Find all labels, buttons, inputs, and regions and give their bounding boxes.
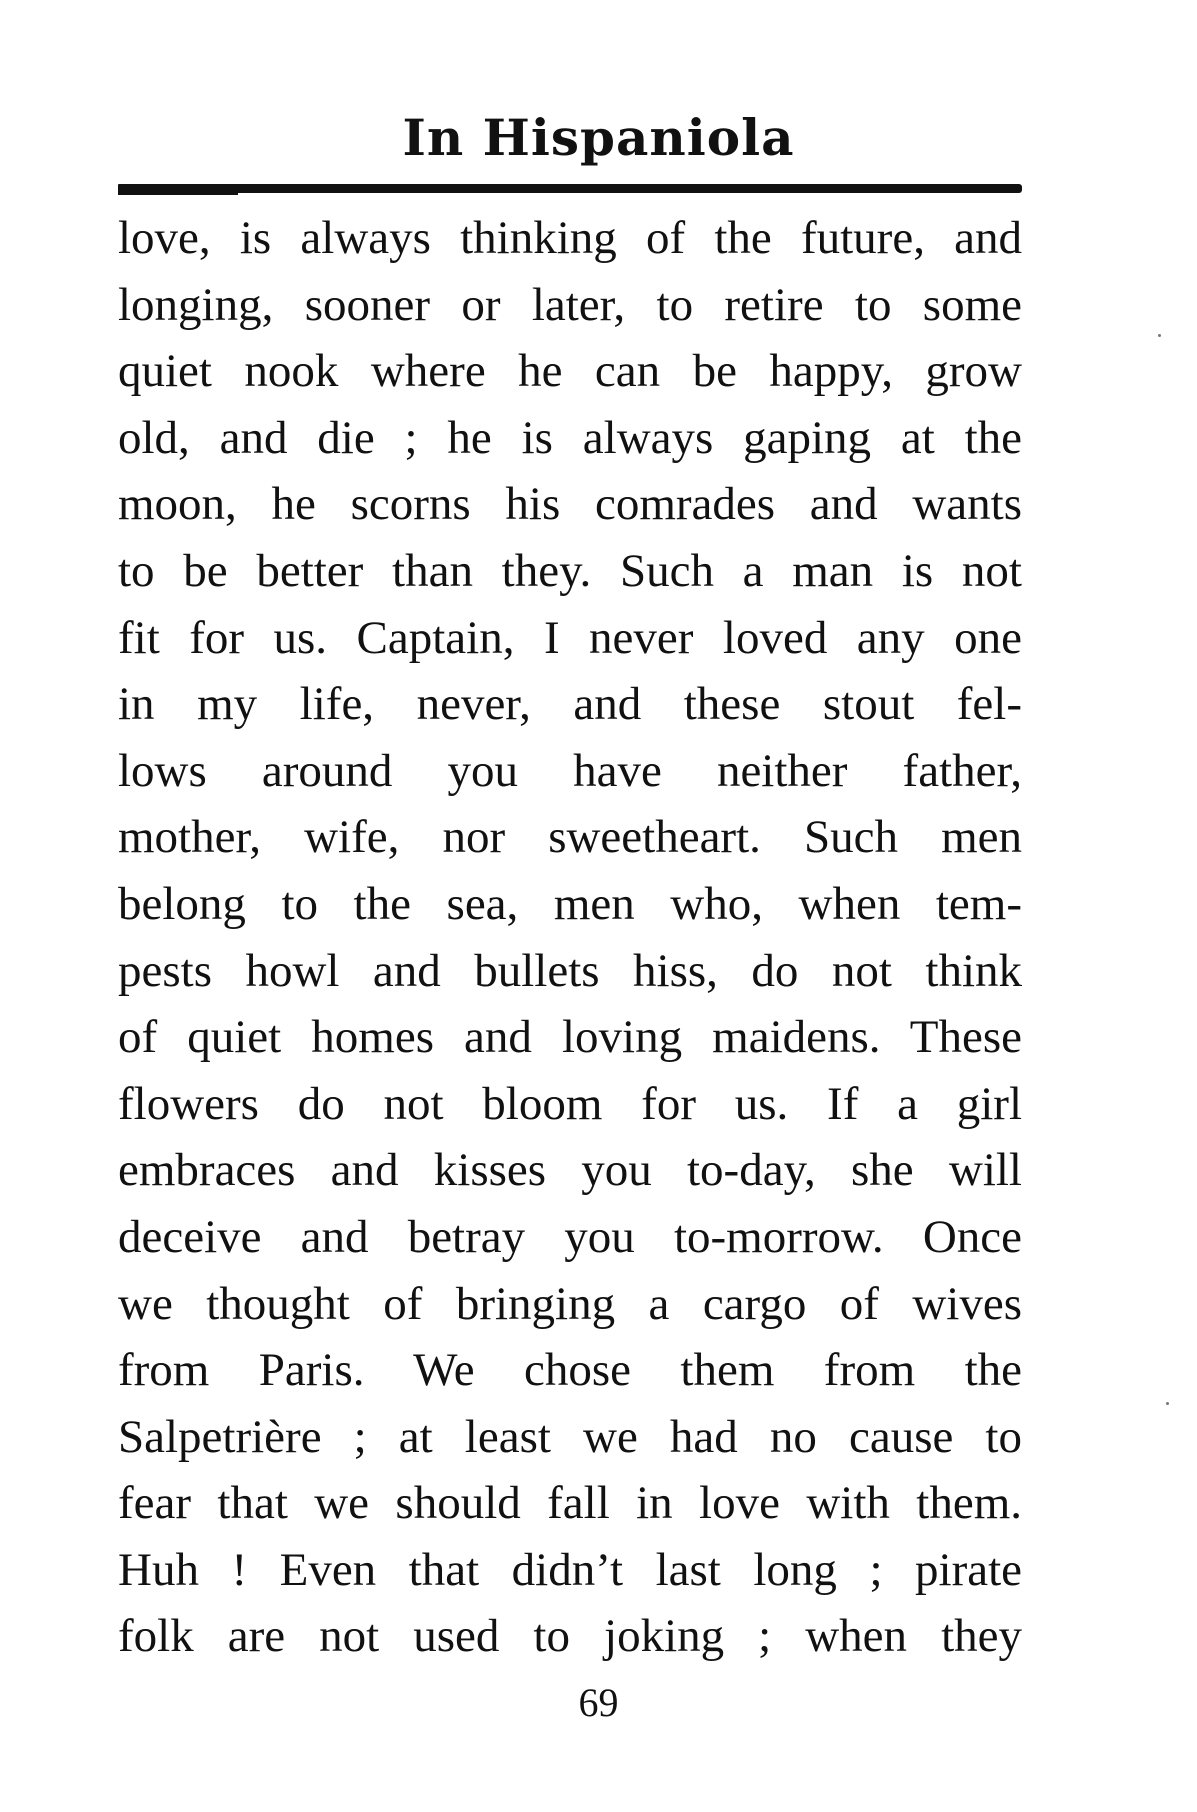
text-line: longing, sooner or later, to retire to some [118, 278, 1022, 331]
header-rule [118, 184, 1022, 193]
paper-speck [1166, 1402, 1169, 1405]
body-text [118, 205, 1022, 1670]
text-line: flowers do not bloom for us. If a girl [118, 1077, 1022, 1130]
text-line: pests howl and bullets hiss, do not think [118, 944, 1022, 997]
text-line: folk are not used to joking ; when they [118, 1610, 1022, 1663]
text-line: from Paris. We chose them from the [118, 1344, 1022, 1397]
text-line: we thought of bringing a cargo of wives [118, 1277, 1022, 1330]
text-line: Salpetrière ; at least we had no cause to [118, 1410, 1022, 1463]
header-rule-taper [118, 190, 238, 195]
running-head-title: In Hispaniola [402, 108, 795, 167]
text-line: deceive and betray you to-morrow. Once [118, 1210, 1022, 1263]
text-line: quiet nook where he can be happy, grow [118, 345, 1022, 398]
text-line: fear that we should fall in love with them. [118, 1477, 1022, 1530]
text-line: love, is always thinking of the future, and [118, 212, 1022, 264]
text-line: mother, wife, nor sweetheart. Such men [118, 811, 1022, 864]
paper-speck [1158, 334, 1161, 337]
text-line: embraces and kisses you to-day, she will [118, 1144, 1022, 1197]
text-line: old, and die ; he is always gaping at the [118, 411, 1022, 464]
text-line: lows around you have neither father, [118, 744, 1022, 797]
text-line: moon, he scorns his comrades and wants [118, 478, 1022, 531]
text-line: fit for us. Captain, I never loved any one [118, 611, 1022, 664]
text-line: of quiet homes and loving maidens. These [118, 1011, 1022, 1064]
text-line: to be better than they. Such a man is not [118, 544, 1022, 597]
text-line: in my life, never, and these stout fel- [118, 678, 1022, 731]
text-line: Huh ! Even that didn’t last long ; pirate [118, 1543, 1022, 1596]
text-line: belong to the sea, men who, when tem- [118, 877, 1022, 930]
page-number: 69 [578, 1680, 619, 1725]
